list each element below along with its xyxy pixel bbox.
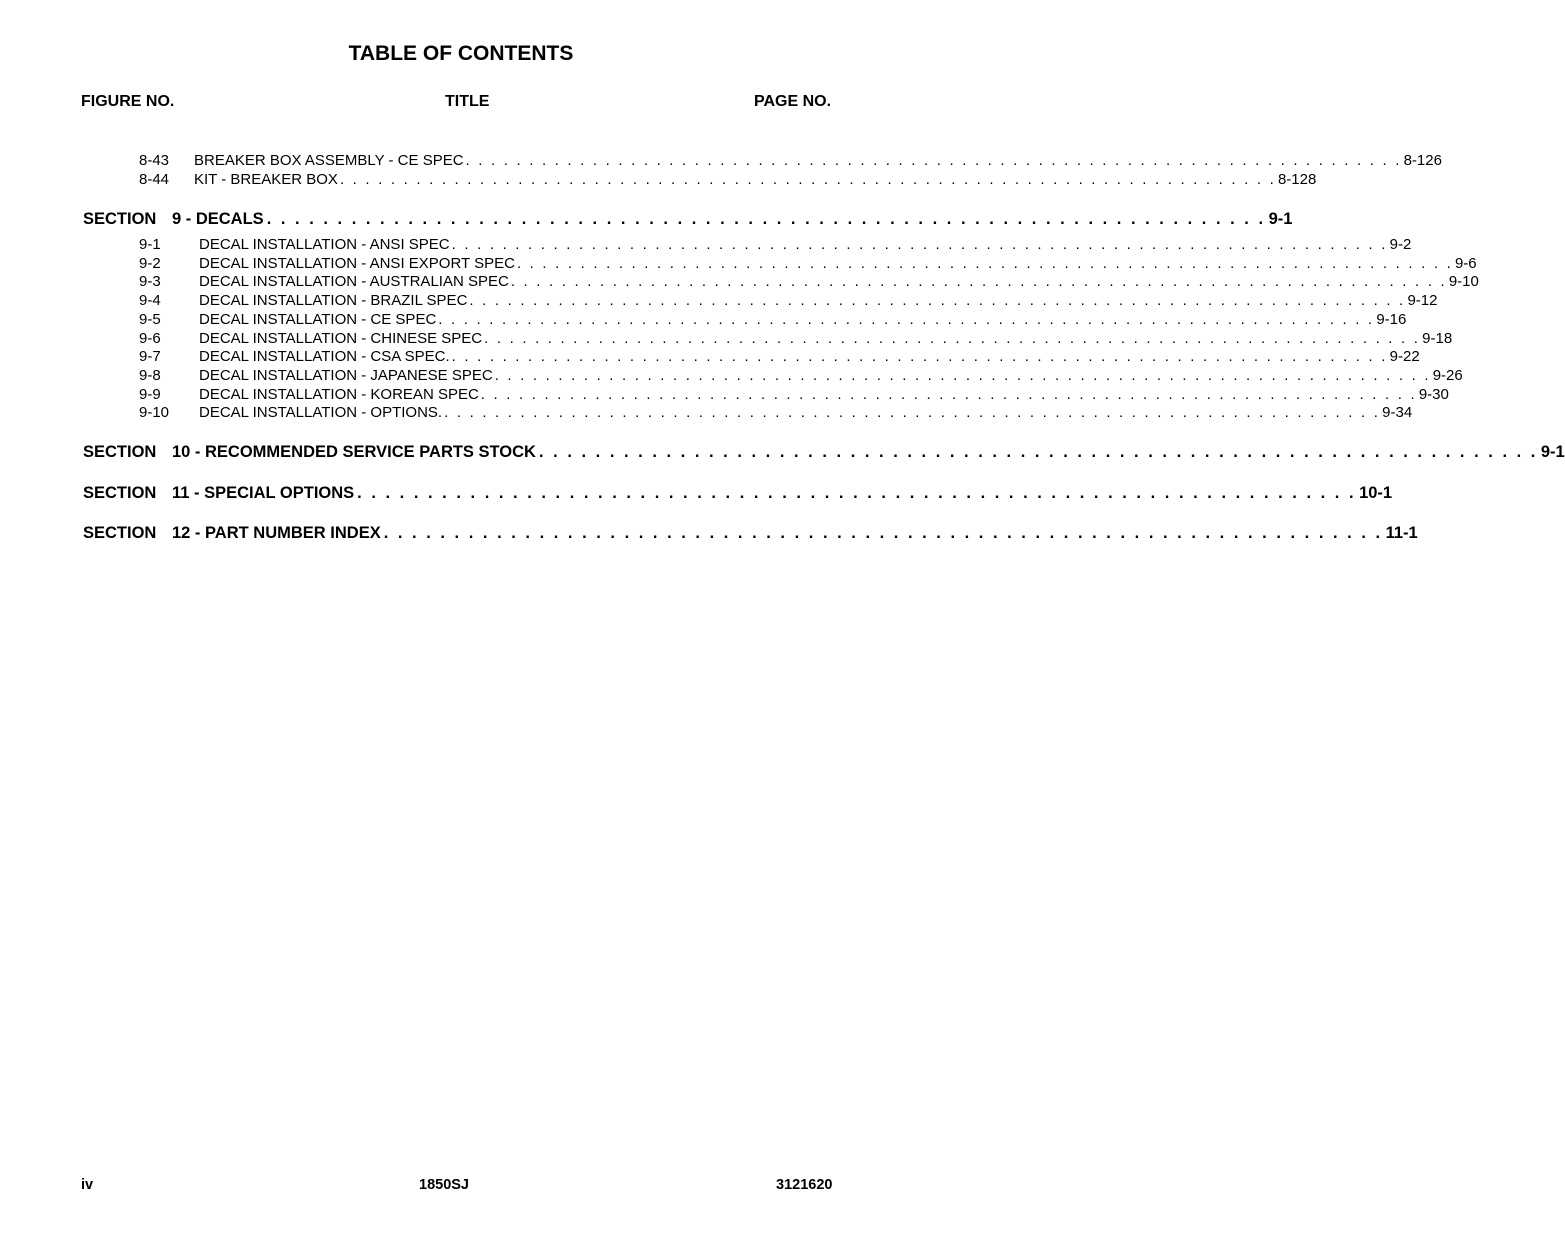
entry-title: DECAL INSTALLATION - JAPANESE SPEC xyxy=(199,367,493,384)
dot-leader: . . . . . . . . . . . . . . . . . . . . . . . . . . . . . . . . . . . . . . . . . . . . . . . . . . . . . . . . . . . . . . . . . . . . . . . . . . xyxy=(510,273,1447,290)
footer-model: 1850SJ xyxy=(419,1177,469,1193)
section-label: SECTION xyxy=(83,443,157,461)
figure-number: 8-43 xyxy=(139,152,170,169)
figure-number: 9-4 xyxy=(139,292,161,309)
dot-leader: . . . . . . . . . . . . . . . . . . . . . . . . . . . . . . . . . . . . . . . . . . . . . . . . . . . . . . . . . . . . . . . . . . . . . . . . . . xyxy=(484,330,1421,347)
toc-entry[interactable] xyxy=(139,292,1438,312)
figure-number: 8-44 xyxy=(139,171,170,188)
section-title: 12 - PART NUMBER INDEX xyxy=(172,524,381,542)
entry-page: 9-34 xyxy=(1382,404,1413,421)
entry-page: 9-2 xyxy=(1389,236,1412,253)
figure-number: 9-7 xyxy=(139,348,161,365)
entry-title: BREAKER BOX ASSEMBLY - CE SPEC xyxy=(194,152,464,169)
figure-number: 9-9 xyxy=(139,386,161,403)
section-title: 10 - RECOMMENDED SERVICE PARTS STOCK xyxy=(172,443,536,461)
figure-number: 9-5 xyxy=(139,311,161,328)
section-label: SECTION xyxy=(83,210,157,228)
toc-entry[interactable] xyxy=(139,367,1463,387)
figure-number: 9-2 xyxy=(139,255,161,272)
dot-leader: . . . . . . . . . . . . . . . . . . . . . . . . . . . . . . . . . . . . . . . . . . . . . . . . . . . . . . . . . . . . . . . . . . . . . . . . . . xyxy=(480,386,1417,403)
entry-title: DECAL INSTALLATION - ANSI SPEC xyxy=(199,236,450,253)
entry-page: 8-126 xyxy=(1403,152,1442,169)
toc-entry[interactable] xyxy=(139,255,1477,275)
entry-page: 9-30 xyxy=(1418,386,1449,403)
entry-title: DECAL INSTALLATION - OPTIONS. xyxy=(199,404,443,421)
entry-page: 9-6 xyxy=(1454,255,1477,272)
dot-leader: . . . . . . . . . . . . . . . . . . . . . . . . . . . . . . . . . . . . . . . . . . . . . . . . . . . . . . . . . . . . . . . . . . . . . . . xyxy=(383,524,1383,542)
toc-entry[interactable] xyxy=(139,386,1449,406)
dot-leader: . . . . . . . . . . . . . . . . . . . . . . . . . . . . . . . . . . . . . . . . . . . . . . . . . . . . . . . . . . . . . . . . . . . . . . . . . . xyxy=(438,311,1375,328)
entry-title: DECAL INSTALLATION - BRAZIL SPEC xyxy=(199,292,468,309)
dot-leader: . . . . . . . . . . . . . . . . . . . . . . . . . . . . . . . . . . . . . . . . . . . . . . . . . . . . . . . . . . . . . . . . . . . . . . . . . . xyxy=(444,404,1381,421)
figure-no-header: FIGURE NO. xyxy=(81,93,175,110)
dot-leader: . . . . . . . . . . . . . . . . . . . . . . . . . . . . . . . . . . . . . . . . . . . . . . . . . . . . . . . . . . . . . . . . . . . . . . . xyxy=(538,443,1538,461)
entry-page: 9-26 xyxy=(1432,367,1463,384)
section-label: SECTION xyxy=(83,524,157,542)
dot-leader: . . . . . . . . . . . . . . . . . . . . . . . . . . . . . . . . . . . . . . . . . . . . . . . . . . . . . . . . . . . . . . . . . . . . . . . . . . xyxy=(465,152,1402,169)
toc-entry[interactable] xyxy=(139,348,1420,368)
toc-entry[interactable] xyxy=(139,236,1412,256)
section-entry[interactable] xyxy=(83,524,1418,546)
dot-leader: . . . . . . . . . . . . . . . . . . . . . . . . . . . . . . . . . . . . . . . . . . . . . . . . . . . . . . . . . . . . . . . . . . . . . . . . . . xyxy=(516,255,1453,272)
toc-entry[interactable] xyxy=(139,171,1317,191)
entry-page: 9-16 xyxy=(1376,311,1407,328)
figure-number: 9-1 xyxy=(139,236,161,253)
dot-leader: . . . . . . . . . . . . . . . . . . . . . . . . . . . . . . . . . . . . . . . . . . . . . . . . . . . . . . . . . . . . . . . . . . . . . . . . . . xyxy=(339,171,1276,188)
entry-page: 9-10 xyxy=(1448,273,1479,290)
section-page: 11-1 xyxy=(1385,524,1418,542)
entry-title: DECAL INSTALLATION - AUSTRALIAN SPEC xyxy=(199,273,509,290)
entry-title: DECAL INSTALLATION - CSA SPEC. xyxy=(199,348,450,365)
section-page: 10-1 xyxy=(1359,484,1393,502)
entry-title: DECAL INSTALLATION - CE SPEC xyxy=(199,311,437,328)
entry-page: 9-12 xyxy=(1407,292,1438,309)
footer-document-number: 3121620 xyxy=(776,1177,833,1193)
section-page: 9-1 xyxy=(1268,210,1293,228)
entry-page: 9-18 xyxy=(1422,330,1453,347)
section-entry[interactable] xyxy=(83,210,1293,232)
toc-entry[interactable] xyxy=(139,404,1413,424)
dot-leader: . . . . . . . . . . . . . . . . . . . . . . . . . . . . . . . . . . . . . . . . . . . . . . . . . . . . . . . . . . . . . . . . . . . . . . . . . . xyxy=(469,292,1406,309)
footer-page-number: iv xyxy=(81,1177,94,1193)
entry-title: DECAL INSTALLATION - CHINESE SPEC xyxy=(199,330,483,347)
toc-entry[interactable] xyxy=(139,330,1453,350)
section-title: 11 - SPECIAL OPTIONS xyxy=(172,484,355,502)
entry-title: DECAL INSTALLATION - KOREAN SPEC xyxy=(199,386,479,403)
figure-number: 9-6 xyxy=(139,330,161,347)
page-no-header: PAGE NO. xyxy=(754,93,832,110)
page-title: TABLE OF CONTENTS xyxy=(348,42,574,65)
section-label: SECTION xyxy=(83,484,157,502)
toc-entry[interactable] xyxy=(139,311,1407,331)
title-header: TITLE xyxy=(445,93,490,110)
entry-page: 8-128 xyxy=(1277,171,1317,188)
dot-leader: . . . . . . . . . . . . . . . . . . . . . . . . . . . . . . . . . . . . . . . . . . . . . . . . . . . . . . . . . . . . . . . . . . . . . . . xyxy=(357,484,1357,502)
figure-number: 9-3 xyxy=(139,273,161,290)
figure-number: 9-8 xyxy=(139,367,161,384)
dot-leader: . . . . . . . . . . . . . . . . . . . . . . . . . . . . . . . . . . . . . . . . . . . . . . . . . . . . . . . . . . . . . . . . . . . . . . . . . . xyxy=(494,367,1431,384)
entry-page: 9-22 xyxy=(1389,348,1420,365)
section-page: 9-1 xyxy=(1540,443,1565,461)
dot-leader: . . . . . . . . . . . . . . . . . . . . . . . . . . . . . . . . . . . . . . . . . . . . . . . . . . . . . . . . . . . . . . . . . . . . . . . . . . xyxy=(451,236,1388,253)
section-title: 9 - DECALS xyxy=(172,210,264,228)
toc-entry[interactable] xyxy=(139,273,1479,293)
dot-leader: . . . . . . . . . . . . . . . . . . . . . . . . . . . . . . . . . . . . . . . . . . . . . . . . . . . . . . . . . . . . . . . . . . . . . . . xyxy=(266,210,1266,228)
figure-number: 9-10 xyxy=(139,404,170,421)
entry-title: KIT - BREAKER BOX xyxy=(194,171,338,188)
entry-title: DECAL INSTALLATION - ANSI EXPORT SPEC xyxy=(199,255,515,272)
dot-leader: . . . . . . . . . . . . . . . . . . . . . . . . . . . . . . . . . . . . . . . . . . . . . . . . . . . . . . . . . . . . . . . . . . . . . . . . . . xyxy=(451,348,1388,365)
toc-entry[interactable] xyxy=(139,152,1442,172)
section-entry[interactable] xyxy=(83,443,1565,465)
section-entry[interactable] xyxy=(83,484,1393,506)
